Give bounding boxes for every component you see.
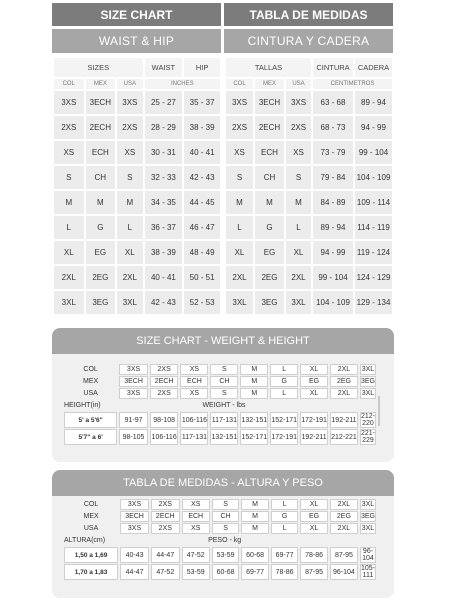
size-cell: 2XL [330,364,358,375]
table-cell: 48 - 49 [184,241,220,264]
size-row [64,499,376,510]
size-cell: 2EG [330,511,358,522]
table-cell: S [226,166,253,189]
size-cell: 3XL [361,390,375,397]
spacer [300,400,358,411]
size-row [64,388,376,399]
table-cell: 2ECH [86,116,116,139]
size-cell: 2EG [330,376,358,387]
size-cell: XS [182,523,210,534]
size-cell: XL [300,364,328,375]
table-cell: 28 - 29 [145,116,183,139]
table-row [54,91,220,114]
table-cell: 3XL [286,291,311,314]
size-cell: L [270,364,298,375]
table-cell: 2XL [286,266,311,289]
table-cell: M [255,191,284,214]
table-row [226,241,392,264]
table-cell: 36 - 37 [145,216,183,239]
table-cell: 68 - 73 [313,116,353,139]
table-cell: XS [117,141,142,164]
size-cell: 2XS [151,523,180,534]
weight-cell: 152-171 [240,429,268,445]
altura-peso-table [62,498,378,581]
table-cell: 44 - 45 [184,191,220,214]
size-cell: XS [180,388,208,399]
size-row [64,523,376,534]
table-row [226,91,392,114]
sizes-header: SIZES [54,58,143,77]
size-cell: M [240,376,268,387]
table-row [54,291,220,314]
weight-cell: 212-221 [330,429,358,445]
size-cell: XL [300,388,328,399]
size-cell: S [210,364,238,375]
table-cell: 25 - 27 [145,91,183,114]
table-cell: 99 - 104 [355,141,392,164]
weight-cell: 98-108 [150,412,179,428]
size-cell: EG [300,511,328,522]
size-cell: 3XL [361,366,375,373]
table-cell: XS [286,141,311,164]
weight-cell: 69-77 [271,547,299,563]
table-cell: 94 - 99 [355,116,392,139]
weight-cell: 106-116 [180,412,208,428]
height-range-label: 1,50 a 1,69 [64,547,118,563]
size-cell: 2XL [330,388,358,399]
size-cell: 3ECH [120,511,149,522]
weight-cell: 60-68 [212,564,240,580]
table-cell: 30 - 31 [145,141,183,164]
table-cell: 38 - 39 [145,241,183,264]
size-row [64,364,376,375]
table-cell: 2XL [117,266,142,289]
size-cell: EG [300,376,328,387]
table-row [54,241,220,264]
table-cell: 99 - 104 [313,266,353,289]
height-range-label: 5' a 5'6" [64,412,117,428]
table-cell: 89 - 94 [355,91,392,114]
weight-height-title: SIZE CHART - WEIGHT & HEIGHT [52,328,394,354]
table-cell: M [286,191,311,214]
weight-cell: 96-104 [330,564,358,580]
table-cell: S [117,166,142,189]
weight-cell: 40-43 [120,547,149,563]
table-cell: 34 - 35 [145,191,183,214]
table-cell: 129 - 134 [355,291,392,314]
table-cell: 3EG [255,291,284,314]
table-cell: 32 - 33 [145,166,183,189]
waist-hip-subtitle: WAIST & HIP [52,29,221,53]
weight-cell: 132-151 [210,429,238,445]
data-row [64,547,376,563]
table-cell: CH [255,166,284,189]
size-cell: ECH [182,511,210,522]
weight-cell: 172-191 [300,412,328,428]
weight-cell: 47-52 [182,547,210,563]
table-row [54,116,220,139]
table-cell: 104 - 109 [313,291,353,314]
height-weight-header-row [64,400,376,411]
table-cell: EG [86,241,116,264]
table-cell: 3ECH [86,91,116,114]
table-cell: 52 - 53 [184,291,220,314]
table-cell: 2ECH [255,116,284,139]
size-cell: 2XS [150,388,179,399]
size-cell: 3XL [361,501,375,508]
table-cell: XL [117,241,142,264]
data-row [64,412,376,428]
table-cell: 3XS [226,91,253,114]
table-row [226,116,392,139]
table-cell: S [286,166,311,189]
cintura-cadera-cm-table [224,56,394,316]
table-row [54,191,220,214]
weight-height-panel [52,328,394,462]
table-cell: 46 - 47 [184,216,220,239]
size-row-label: COL [64,499,118,510]
size-cell: XL [300,499,328,510]
table-row [226,266,392,289]
table-cell: 40 - 41 [145,266,183,289]
size-cell: 2XL [330,499,358,510]
weight-cell: 152-171 [270,412,298,428]
table-cell: 3XS [117,91,142,114]
weight-cell: 69-77 [241,564,269,580]
table-row [226,141,392,164]
size-cell: G [270,376,298,387]
table-cell: 2EG [255,266,284,289]
size-cell: 3EG [360,513,375,520]
weight-cell: 44-47 [151,547,180,563]
table-cell: 2XS [286,116,311,139]
mex-header: MEX [86,79,116,89]
weight-label: PESO - kg [208,537,242,544]
size-cell: 2XS [150,364,179,375]
waist-hip-inches-table [52,56,222,316]
size-row-label: COL [64,364,117,375]
weight-cell: 87-95 [300,564,328,580]
data-row [64,564,376,580]
size-row-label: MEX [64,511,118,522]
weight-height-table [62,363,378,446]
table-cell: 119 - 124 [355,241,392,264]
data-row [64,429,376,445]
table-cell: 35 - 37 [184,91,220,114]
table-cell: 94 - 99 [313,241,353,264]
weight-label: WEIGHT - lbs [202,402,246,409]
weight-cell: 60-68 [241,547,269,563]
table-cell: ECH [255,141,284,164]
size-cell: XL [300,523,328,534]
table-cell: L [54,216,84,239]
weight-cell: 192-211 [300,429,328,445]
altura-peso-panel [52,470,394,598]
height-weight-header-row [64,535,376,546]
size-cell: 3XS [119,388,148,399]
table-cell: XL [54,241,84,264]
size-cell: L [270,388,298,399]
weight-cell: 117-131 [210,412,238,428]
size-cell: M [240,388,268,399]
table-cell: XL [286,241,311,264]
size-chart-title: SIZE CHART [52,3,221,26]
usa-header: USA [117,79,142,89]
table-cell: M [117,191,142,214]
size-cell: 3XS [119,364,148,375]
centimetros-header: CENTIMETROS [313,79,392,89]
weight-cell: 106-116 [150,429,179,445]
table-row [54,166,220,189]
size-cell: G [271,511,299,522]
table-cell: 2XL [226,266,253,289]
weight-cell: 192-211 [330,412,358,428]
table-cell: 124 - 129 [355,266,392,289]
weight-cell: 96-104 [360,547,376,563]
weight-cell: 53-59 [182,564,210,580]
weight-cell: 172-191 [270,429,298,445]
size-cell: M [240,364,268,375]
table-cell: L [226,216,253,239]
table-cell: 38 - 39 [184,116,220,139]
height-label: ALTURA(cm) [64,537,106,544]
weight-cell: 53-59 [212,547,240,563]
size-cell: 3XS [120,499,149,510]
table-cell: XS [54,141,84,164]
table-cell: 42 - 43 [184,166,220,189]
table-cell: 3ECH [255,91,284,114]
size-cell: 2ECH [150,376,179,387]
size-row [64,511,376,522]
size-cell: CH [210,376,238,387]
table-cell: ECH [86,141,116,164]
inches-header: INCHES [145,79,220,89]
table-cell: G [255,216,284,239]
height-range-label: 1,70 a 1,83 [64,564,118,580]
table-cell: 2XS [54,116,84,139]
table-cell: 104 - 109 [355,166,392,189]
table-cell: 73 - 79 [313,141,353,164]
size-cell: 3XS [120,523,149,534]
cadera-header: CADERA [355,58,392,77]
table-cell: M [54,191,84,214]
table-cell: S [54,166,84,189]
height-range-label: 5'7" a 6' [64,429,117,445]
col-header: COL [54,79,84,89]
weight-cell: 98-105 [119,429,148,445]
table-cell: 2EG [86,266,116,289]
table-row [54,141,220,164]
weight-cell: 78-86 [300,547,328,563]
table-cell: 63 - 68 [313,91,353,114]
size-row [64,376,376,387]
table-cell: M [226,191,253,214]
waist-header: WAIST [145,58,183,77]
weight-cell: 47-52 [151,564,180,580]
size-cell: L [271,499,299,510]
table-cell: EG [255,241,284,264]
table-cell: XS [226,141,253,164]
size-cell: 2XL [330,523,358,534]
size-cell: CH [212,511,240,522]
table-row [226,216,392,239]
table-cell: 40 - 41 [184,141,220,164]
table-row [54,266,220,289]
size-cell: S [212,523,240,534]
size-cell: M [241,511,269,522]
table-row [226,191,392,214]
size-cell: S [210,388,238,399]
table-cell: 3XL [54,291,84,314]
cintura-cadera-subtitle: CINTURA Y CADERA [224,29,393,53]
table-cell: 114 - 119 [355,216,392,239]
size-cell: L [271,523,299,534]
weight-cell: 87-95 [330,547,358,563]
weight-cell: 221-229 [360,430,375,444]
size-cell: 2XS [151,499,180,510]
table-cell: 3XL [226,291,253,314]
tallas-header: TALLAS [226,58,311,77]
size-row-label: USA [64,523,118,534]
table-cell: 79 - 84 [313,166,353,189]
size-row-label: MEX [64,376,117,387]
weight-cell: 105-111 [360,565,375,579]
cintura-header: CINTURA [313,58,353,77]
mex-header: MEX [255,79,284,89]
table-cell: 2XS [226,116,253,139]
weight-cell: 132-151 [240,412,268,428]
size-cell: 3XL [361,525,375,532]
table-cell: XL [226,241,253,264]
table-cell: G [86,216,116,239]
table-row [226,166,392,189]
table-cell: 50 - 51 [184,266,220,289]
size-row-label: USA [64,388,117,399]
table-cell: 109 - 114 [355,191,392,214]
size-cell: 3EG [360,378,375,385]
side-divider [378,396,380,426]
table-cell: 3XS [54,91,84,114]
table-row [226,291,392,314]
table-cell: 3XS [286,91,311,114]
weight-cell: 44-47 [120,564,149,580]
table-cell: 42 - 43 [145,291,183,314]
size-cell: XS [182,499,210,510]
tabla-de-medidas-title: TABLA DE MEDIDAS [224,3,393,26]
size-cell: XS [180,364,208,375]
weight-cell: 91-97 [119,412,148,428]
altura-peso-title: TABLA DE MEDIDAS - ALTURA Y PESO [52,470,394,496]
usa-header: USA [286,79,311,89]
spacer [300,535,358,546]
table-cell: 89 - 94 [313,216,353,239]
table-row [54,216,220,239]
table-cell: M [86,191,116,214]
table-cell: 3XL [117,291,142,314]
height-label: HEIGHT(in) [64,402,101,409]
size-cell: M [241,499,269,510]
size-cell: 2ECH [151,511,180,522]
weight-cell: 78-86 [271,564,299,580]
table-cell: 3EG [86,291,116,314]
table-cell: L [286,216,311,239]
size-cell: ECH [180,376,208,387]
weight-cell: 117-131 [180,429,208,445]
col-header: COL [226,79,253,89]
table-cell: 84 - 89 [313,191,353,214]
weight-cell: 212-220 [360,413,375,427]
size-cell: M [241,523,269,534]
table-cell: 2XL [54,266,84,289]
table-cell: CH [86,166,116,189]
size-cell: 3ECH [119,376,148,387]
hip-header: HIP [184,58,220,77]
table-cell: L [117,216,142,239]
table-cell: 2XS [117,116,142,139]
size-cell: S [212,499,240,510]
